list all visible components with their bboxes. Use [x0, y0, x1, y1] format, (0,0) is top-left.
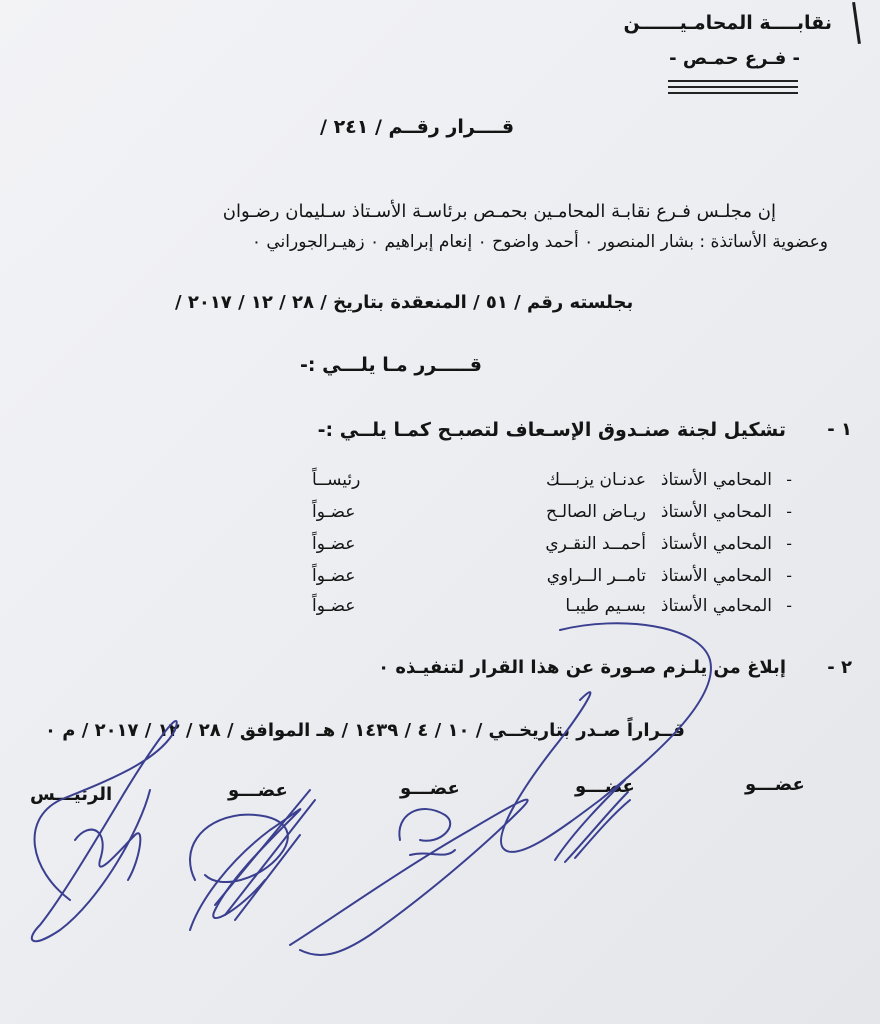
member-title: المحامي الأستاذ: [660, 470, 772, 490]
intro-line-1: إن مجلـس فـرع نقابـة المحامـين بحمـص برئاسـة الأسـتاذ سـليمان رضـوان: [222, 201, 776, 222]
item-text: تشكيل لجنة صنـدوق الإسـعاف لتصبـح كمـا يلــي :-: [317, 419, 786, 441]
signature-scribble: [555, 780, 630, 862]
member-name: بسـيم طيبـا: [565, 596, 646, 616]
member-role: عضـواً: [312, 502, 356, 522]
item-text: إبلاغ من يلـزم صـورة عن هذا القرار لتنفيـذه ٠: [378, 657, 786, 678]
member-role: عضـواً: [312, 596, 356, 616]
signature-scribble: [32, 721, 177, 941]
signature-label-member: عضـــو: [228, 780, 288, 801]
signature-scribble: [399, 809, 455, 855]
issued-date-line: قــراراً صـدر بتاريخــي / ١٠ / ٤ / ١٤٣٩ / هـ الموافق / ٢٨ / ١٢ / ٢٠١٧ / م ٠: [45, 720, 685, 741]
member-title: المحامي الأستاذ: [660, 566, 772, 586]
decision-title: قــــرار رقــم / ٢٤١ /: [320, 116, 515, 138]
member-role: عضـواً: [312, 566, 356, 586]
member-dash: -: [786, 502, 792, 521]
member-name: ريـاض الصالـح: [545, 502, 646, 522]
item-number: ١ -: [827, 419, 852, 440]
decided-heading: قـــــرر مـا يلـــي :-: [300, 354, 482, 376]
signature-label-chairman: الرئيـــس: [30, 784, 113, 805]
member-dash: -: [786, 470, 792, 489]
signature-label-member: عضـــو: [745, 774, 805, 795]
member-title: المحامي الأستاذ: [660, 596, 772, 616]
member-dash: -: [786, 566, 792, 585]
intro-line-2: وعضوية الأساتذة : بشار المنصور ٠ أحمد واضوح ٠ إنعام إبراهيم ٠ زهيـرالجوراني ٠: [251, 232, 828, 252]
session-line: بجلسته رقم / ٥١ / المنعقدة بتاريخ / ٢٨ / ١٢ / ٢٠١٧ /: [175, 292, 634, 313]
member-role: عضـواً: [312, 534, 356, 554]
signature-scribble: [501, 623, 711, 852]
org-name: نقابــــة المحامـيــــــن: [623, 12, 832, 34]
signature-scribble: [190, 815, 288, 882]
signature-label-member: عضـــو: [575, 776, 635, 797]
signature-scribble: [290, 800, 528, 955]
signature-label-member: عضـــو: [400, 778, 460, 799]
member-dash: -: [786, 596, 792, 615]
member-dash: -: [786, 534, 792, 553]
member-role: رئيســاً: [312, 470, 361, 490]
branch-name: - فـرع حمـص -: [669, 48, 800, 69]
member-title: المحامي الأستاذ: [660, 502, 772, 522]
member-name: أحمــد النقـري: [545, 534, 646, 554]
member-name: عدنـان يزبـــك: [546, 470, 646, 490]
member-title: المحامي الأستاذ: [660, 534, 772, 554]
member-name: تامــر الــراوي: [546, 566, 646, 586]
item-number: ٢ -: [827, 657, 852, 678]
